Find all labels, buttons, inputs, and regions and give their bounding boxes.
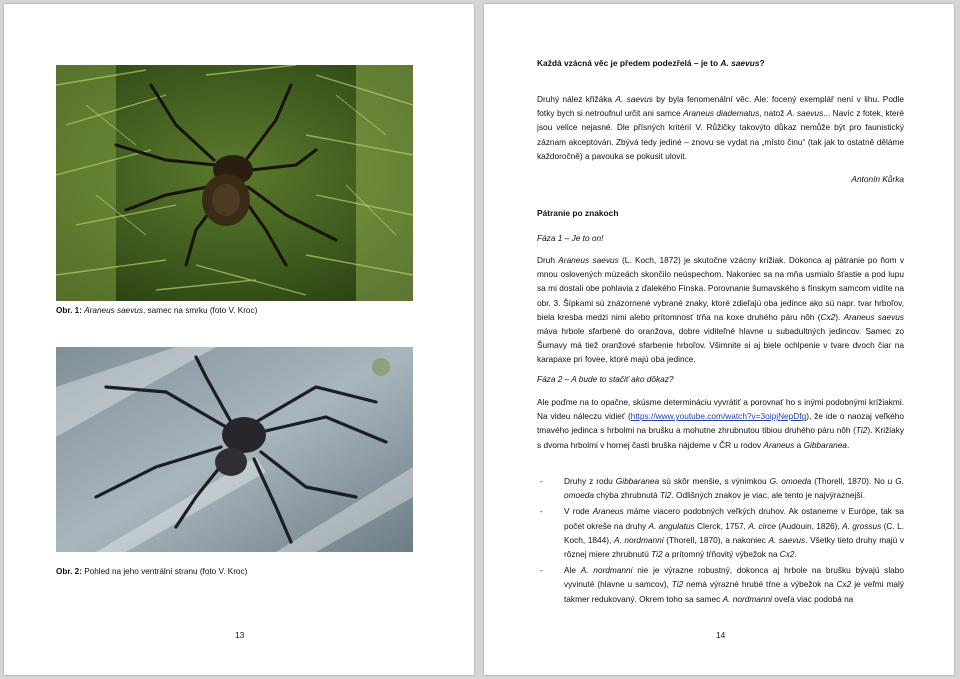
author-name: Antonín Kůrka [851, 174, 904, 184]
photo-spider-on-spruce [56, 65, 413, 301]
paragraph-intro: Druhý nález křižáka A. saevus by byla fenomenální věc. Ale: focený exemplář není v lihu. Podle fotky bych si netroufnul určit ani samce Araneus diadematus, natož A. saevus... Navíc z fotek, které jsou velice nejasné. Dle přísných kritérií V. Růžičky takovýto důkaz nemůže být pro faunistický záznam akceptován. Zbývá tedy jediné – znovu se vydat na „místo činu“ (tak jak to ostatně děláme každoročně) a pavouka se pokusit ulovit. [537, 94, 905, 161]
subheading-phase-1: Fáza 1 – Je to on! [537, 233, 604, 243]
right-page [484, 4, 954, 675]
section-heading-search: Pátranie po znakoch [537, 208, 619, 218]
left-page [4, 4, 474, 675]
list-item-araneus: - V rode Araneus máme viacero podobných veľkých druhov. Ak ostaneme v Európe, tak sa počet okreše na druhy A. angulatus Clerck, 1757, A. circe (Audouin, 1826), A. grossus (C. L. Koch, 1844), A. nordmanni (Thorell, 1870), a nakoniec A. saevus. Všetky tieto druhy majú v rôznej miere zhrubnutú Ti2 a prítomný tŕňovitý výbežok na Cx2. [540, 506, 904, 560]
section-title-intro: Každá vzácná věc je předem podezřelá – je to A. saevus? [537, 58, 765, 68]
figure-caption-2: Obr. 2: Pohled na jeho ventrální stranu (foto V. Kroc) [56, 567, 248, 576]
paragraph-phase-1: Druh Araneus saevus (L. Koch, 1872) je skutočne vzácny krížiak. Dokonca aj pátranie po ňom v mnou oslovených múzeách skončilo neúspechom. Nakoniec sa na mňa usmialo šťastie a pod lupu sa mi dostali obe pohlavia z ďalekého Fínska. Porovnanie šumavského s fínskym samcom vidíte na obr. 3. Šípkami sú znázornené vybrané znaky, ktoré zdieľajú oba jedince ako sú napr. tvar hrboľov, biela kresba medzi nimi alebo prítomnosť tŕňa na koxe druhého páru nôh (Cx2). Araneus saevus máva hrbole sfarbené do oranžova, dobre viditeľné hlavne u subadultných jedincov. Samec zo Šumavy má tiež oranžové sfarbenie hrboľov. Všimnite si aj biele ochlpenie v tvare dvoch čiar na karapaxe pri fovee, ktoré majú oba jedince. [537, 255, 904, 365]
figure-caption-1: Obr. 1: Araneus saevus, samec na smrku (foto V. Kroc) [56, 306, 258, 315]
subheading-phase-2: Fáza 2 – A bude to stačiť ako dôkaz? [537, 374, 674, 384]
paragraph-phase-2: Ale poďme na to opačne, skúsme determináciu vyvrátiť a porovnať ho s inými podobnými krížiakmi. Na videu náleczu vidieť (https://www.youtube.com/watch?v=3oipjNepDfg), že ide o naozaj veľkého tmavého jedinca s hrbolmi na brušku a mohutne zhrubnutou tibiou druhého páru nôh (Ti2). Križiaky s dvoma hrbolmi v hornej časti bruška nájdeme v ČR u rodov Araneus a Gibbaranea. [537, 397, 905, 450]
youtube-link[interactable]: https://www.youtube.com/watch?v=3oipjNepDfg [630, 411, 807, 422]
page-number-left: 13 [235, 630, 245, 640]
list-item-nordmanni: - Ale A. nordmanni nie je výrazne robustný, dokonca aj hrbole na brušku bývajú slabo vyvinuté (hlavne u samcov), Ti2 nemá výrazné hrubé tŕne a výbežok na Cx2 je veľmi malý takmer redukovaný. Okrem toho sa samec A. nordmanni oveľa viac podobá na [540, 565, 905, 604]
comparison-list [537, 474, 904, 608]
list-item-gibbaranea: - Druhy z rodu Gibbaranea sú skôr menšie, s výnimkou G. omoeda (Thorell, 1870). No u G. omoeda chýba zhrubnutá Ti2. Odlišných znakov je viac, ale tento je najvýraznejší. [540, 476, 904, 501]
photo-spider-ventral [56, 347, 413, 552]
page-number-right: 14 [716, 630, 726, 640]
